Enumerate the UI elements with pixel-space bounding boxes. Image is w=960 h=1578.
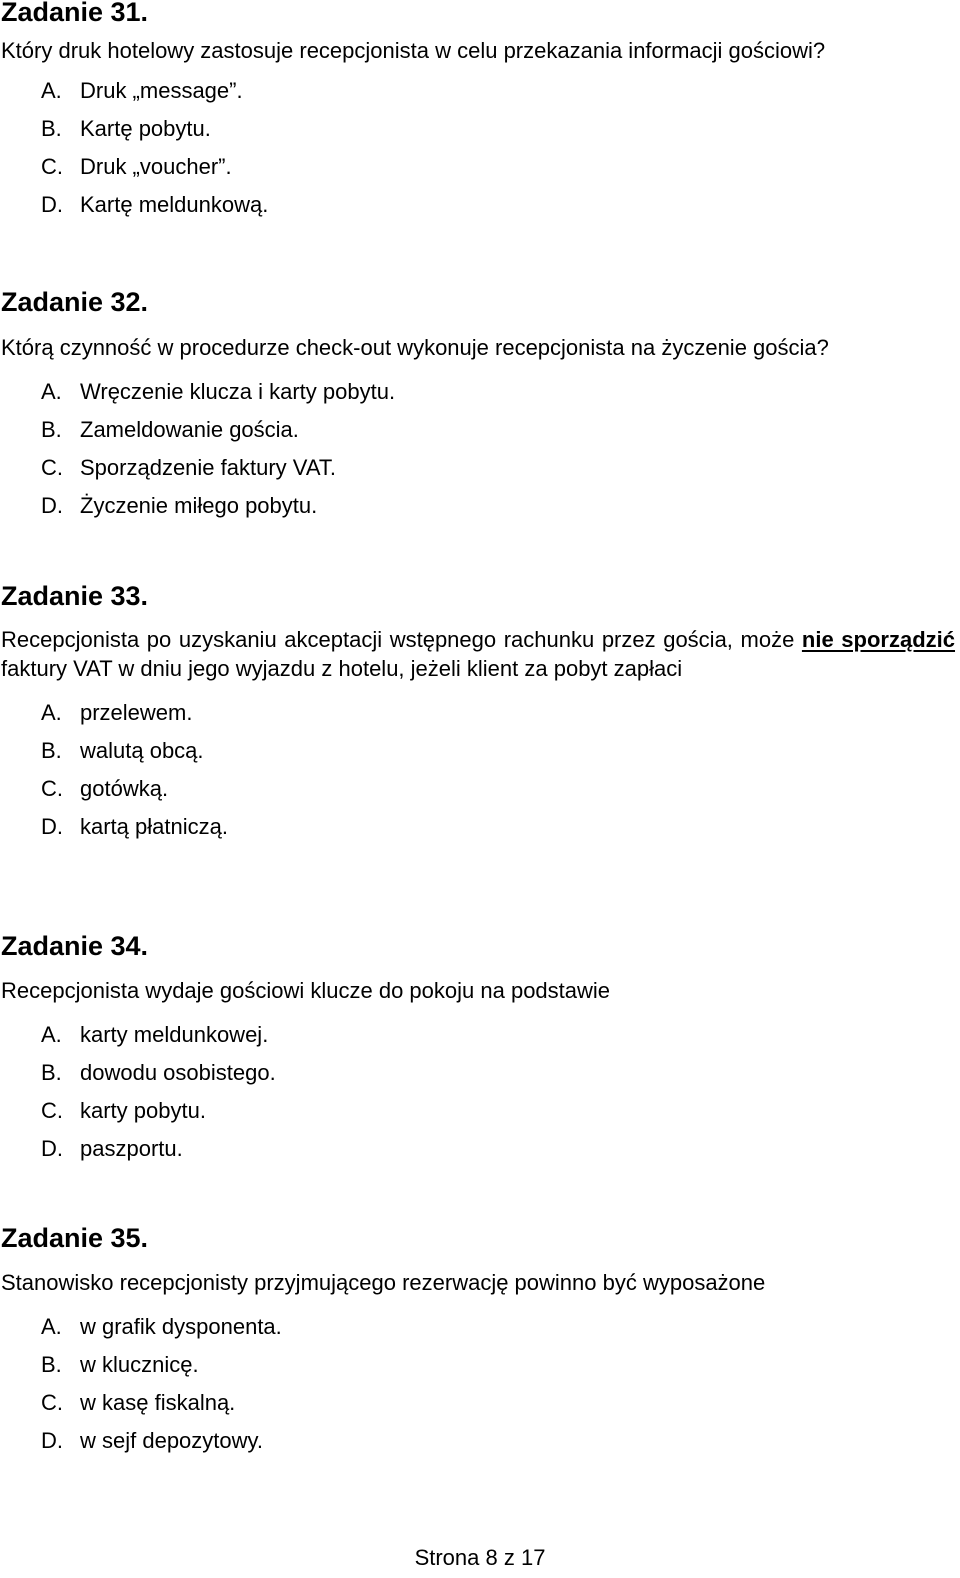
option-b	[0, 411, 960, 449]
option-text: w kasę fiskalną.	[80, 1390, 236, 1415]
task-title: Zadanie 32.	[1, 287, 149, 317]
option-text: Wręczenie klucza i karty pobytu.	[80, 379, 396, 404]
question-text-before: Recepcjonista po uzyskaniu akceptacji wstępnego rachunku przez gościa, może	[1, 627, 802, 652]
option-text: paszportu.	[80, 1136, 183, 1161]
task-question: Którą czynność w procedurze check-out wykonuje recepcjonista na życzenie gościa?	[1, 335, 829, 360]
option-letter: B.	[41, 116, 62, 141]
option-text: gotówką.	[80, 776, 169, 801]
option-letter: C.	[41, 455, 63, 480]
option-text: Sporządzenie faktury VAT.	[80, 455, 336, 480]
option-text: w grafik dysponenta.	[80, 1314, 282, 1339]
option-a	[0, 72, 960, 110]
option-letter: D.	[41, 1428, 63, 1453]
option-text: walutą obcą.	[80, 738, 204, 763]
option-b	[0, 732, 960, 770]
option-letter: B.	[41, 738, 62, 763]
task-title: Zadanie 34.	[1, 931, 149, 961]
task-31	[0, 0, 960, 224]
option-d	[0, 1422, 960, 1460]
option-d	[0, 487, 960, 525]
task-question: Recepcjonista wydaje gościowi klucze do pokoju na podstawie	[1, 978, 611, 1003]
option-c	[0, 449, 960, 487]
option-c	[0, 148, 960, 186]
option-letter: B.	[41, 1060, 62, 1085]
option-text: karty meldunkowej.	[80, 1022, 269, 1047]
task-35	[0, 1223, 960, 1460]
task-32	[0, 287, 960, 525]
option-b	[0, 110, 960, 148]
page-number: Strona 8 z 17	[414, 1545, 546, 1570]
option-a	[0, 373, 960, 411]
option-text: Druk „voucher”.	[80, 154, 232, 179]
answer-options	[0, 373, 960, 525]
question-emphasis: nie sporządzić	[801, 627, 956, 652]
page-footer	[0, 1543, 960, 1573]
option-text: Kartę meldunkową.	[80, 192, 269, 217]
option-b	[0, 1346, 960, 1384]
task-title: Zadanie 33.	[1, 581, 149, 611]
option-letter: A.	[41, 379, 62, 404]
task-question: Stanowisko recepcjonisty przyjmującego rezerwację powinno być wyposażone	[1, 1270, 766, 1295]
option-d	[0, 186, 960, 224]
option-letter: C.	[41, 1098, 63, 1123]
answer-options	[0, 72, 960, 224]
question-text-after: faktury VAT w dniu jego wyjazdu z hotelu, jeżeli klient za pobyt zapłaci	[1, 656, 683, 681]
option-letter: A.	[41, 78, 62, 103]
option-letter: A.	[41, 700, 62, 725]
option-text: dowodu osobistego.	[80, 1060, 276, 1085]
option-text: przelewem.	[80, 700, 193, 725]
option-c	[0, 1092, 960, 1130]
option-text: Życzenie miłego pobytu.	[80, 493, 318, 518]
option-letter: B.	[41, 417, 62, 442]
task-title: Zadanie 31.	[1, 0, 149, 27]
option-text: kartą płatniczą.	[80, 814, 228, 839]
option-letter: C.	[41, 776, 63, 801]
answer-options	[0, 694, 960, 846]
answer-options	[0, 1016, 960, 1168]
option-text: karty pobytu.	[80, 1098, 206, 1123]
option-b	[0, 1054, 960, 1092]
option-text: w sejf depozytowy.	[80, 1428, 264, 1453]
task-33	[0, 581, 960, 846]
option-letter: D.	[41, 814, 63, 839]
task-34	[0, 931, 960, 1168]
option-text: Druk „message”.	[80, 78, 243, 103]
option-c	[0, 1384, 960, 1422]
option-a	[0, 1308, 960, 1346]
option-letter: A.	[41, 1314, 62, 1339]
option-letter: B.	[41, 1352, 62, 1377]
option-d	[0, 1130, 960, 1168]
option-c	[0, 770, 960, 808]
option-text: Kartę pobytu.	[80, 116, 211, 141]
answer-options	[0, 1308, 960, 1460]
option-letter: D.	[41, 192, 63, 217]
option-letter: D.	[41, 493, 63, 518]
option-a	[0, 694, 960, 732]
task-question: Który druk hotelowy zastosuje recepcjonista w celu przekazania informacji gościowi?	[1, 38, 826, 63]
task-question	[0, 625, 955, 683]
task-title: Zadanie 35.	[1, 1223, 149, 1253]
option-text: Zameldowanie gościa.	[80, 417, 299, 442]
option-d	[0, 808, 960, 846]
option-letter: D.	[41, 1136, 63, 1161]
option-a	[0, 1016, 960, 1054]
option-text: w klucznicę.	[80, 1352, 199, 1377]
option-letter: C.	[41, 154, 63, 179]
option-letter: A.	[41, 1022, 62, 1047]
option-letter: C.	[41, 1390, 63, 1415]
